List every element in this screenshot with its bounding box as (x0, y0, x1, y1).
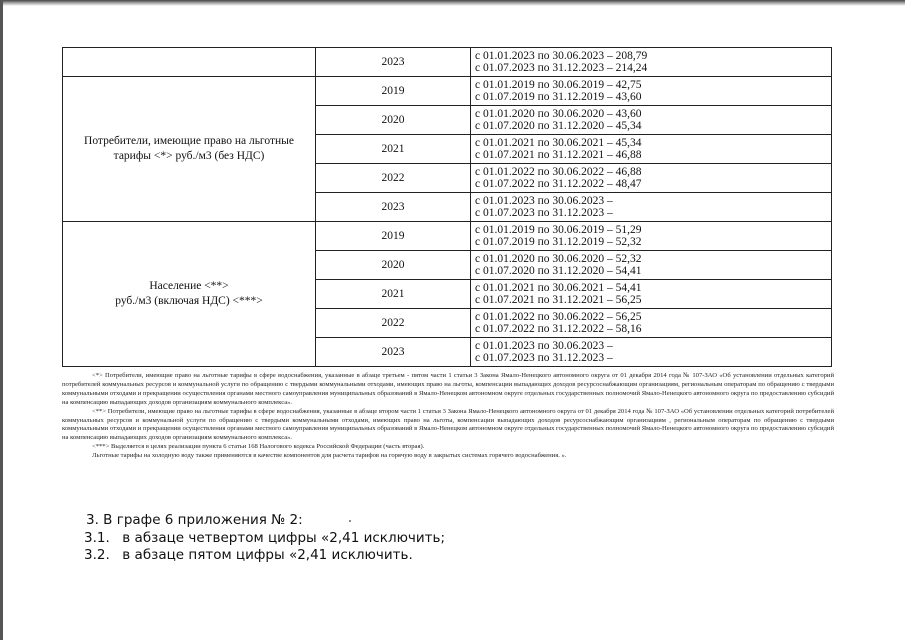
year-cell: 2023 (316, 48, 471, 77)
consumer-cell-continued (63, 48, 316, 77)
footnote-1: <*> Потребители, имеющие право на льготные тарифы в сфере водоснабжения, указанные в абзаце третьем - пятом части 1 статьи 3 Закона Ямало-Ненецкого автономного округа от 01 декабря 2014 года № 107-ЗАО «Об установлении отдельных категорий потребителей коммунальных ресурсов и коммунальной услуги по обращению с твердыми коммунальными отходами, имеющих право на льготы, компенсации выпадающих доходов ресурсоснабжающим организациям, региональным операторам по обращению с твердыми коммунальными отходами и прекращении осуществления органами местного самоуправления муниципальных образований в Ямало-Ненецком автономном округе отдельных государственных полномочий Ямало-Ненецкого автономного округа по предоставлению субсидий на компенсацию выпадающих доходов организациям коммунального комплекса». (62, 372, 834, 406)
table-row (63, 222, 832, 251)
amendment-item-3-2 (84, 547, 413, 563)
price-line: с 01.07.2023 по 31.12.2023 – (475, 207, 613, 219)
price-cell (471, 222, 832, 251)
price-line: с 01.01.2023 по 30.06.2023 – 208,79 (475, 49, 648, 62)
price-line: с 01.07.2022 по 31.12.2022 – 48,47 (475, 178, 642, 190)
scan-left-edge (0, 0, 3, 640)
price-line: с 01.07.2019 по 31.12.2019 – 43,60 (475, 91, 642, 103)
consumer-group-population (63, 222, 316, 367)
price-line: с 01.01.2023 по 30.06.2023 – (475, 194, 613, 207)
amendment-text: в абзаце пятом цифры «2,41 исключить. (122, 547, 413, 563)
year-cell: 2021 (316, 280, 471, 309)
year-cell: 2020 (316, 106, 471, 135)
footnote-2: <**> Потребители, имеющие право на льготные тарифы в сфере водоснабжения, указанные в абзаце втором части 1 статьи 3 Закона Ямало-Ненецкого автономного округа от 01 декабря 2014 года № 107-ЗАО «Об установлении отдельных категорий потребителей коммунальных ресурсов и коммунальной услуги по обращению с твердыми коммунальными отходами, имеющих право на льготы, компенсации выпадающих доходов ресурсоснабжающим организациям , региональным операторам по обращению с твердыми коммунальными отходами и прекращении осуществления органами местного самоуправления муниципальных образований в Ямало-Ненецком автономном округе отдельных государственных полномочий Ямало-Ненецкого автономного округа по предоставлению субсидий на компенсацию выпадающих доходов организациям коммунального комплекса». (62, 407, 834, 442)
price-line: с 01.01.2022 по 30.06.2022 – 46,88 (475, 165, 642, 178)
consumer-label-line: руб./м3 (включая НДС) <***> (115, 295, 263, 307)
price-cell (471, 309, 832, 338)
amendment-item-3: 3. В графе 6 приложения № 2: (86, 512, 303, 528)
year-cell: 2021 (316, 135, 471, 164)
price-line: с 01.01.2020 по 30.06.2020 – 43,60 (475, 107, 642, 120)
price-line: с 01.07.2022 по 31.12.2022 – 58,16 (475, 323, 642, 335)
price-line: с 01.07.2021 по 31.12.2021 – 56,25 (475, 294, 642, 306)
price-line: с 01.01.2023 по 30.06.2023 – (475, 339, 613, 352)
consumer-label-line: Население <**> (149, 280, 229, 292)
scan-top-edge (0, 0, 905, 6)
year-cell: 2022 (316, 309, 471, 338)
price-cell (471, 280, 832, 309)
price-line: с 01.07.2020 по 31.12.2020 – 45,34 (475, 120, 642, 132)
price-cell (471, 106, 832, 135)
table-row (63, 77, 832, 106)
consumer-label-line: Потребители, имеющие право на льготные (84, 135, 294, 147)
amendment-item-3-1 (84, 530, 445, 546)
price-cell (471, 135, 832, 164)
price-cell (471, 193, 832, 222)
consumer-group-privileged (63, 77, 316, 222)
scan-speck (349, 520, 351, 522)
amendment-text: в абзаце четвертом цифры «2,41 исключить; (122, 530, 446, 546)
year-cell: 2019 (316, 77, 471, 106)
year-cell: 2023 (316, 338, 471, 367)
year-cell: 2023 (316, 193, 471, 222)
price-line: с 01.07.2021 по 31.12.2021 – 46,88 (475, 149, 642, 161)
price-line: с 01.01.2022 по 30.06.2022 – 56,25 (475, 310, 642, 323)
price-cell (471, 164, 832, 193)
price-line: с 01.01.2019 по 30.06.2019 – 42,75 (475, 78, 642, 91)
tariff-table (62, 47, 832, 367)
price-line: с 01.07.2019 по 31.12.2019 – 52,32 (475, 236, 642, 248)
price-line: с 01.01.2021 по 30.06.2021 – 45,34 (475, 136, 642, 149)
year-cell: 2019 (316, 222, 471, 251)
price-line: с 01.07.2023 по 31.12.2023 – (475, 352, 613, 364)
footnotes (62, 372, 834, 461)
price-line: с 01.07.2023 по 31.12.2023 – 214,24 (475, 62, 648, 74)
table-row (63, 48, 832, 77)
footnote-4: Льготные тарифы на холодную воду также применяются в качестве компонентов для расчета тарифов на горячую воду в закрытых системах горячего водоснабжения. ». (92, 452, 567, 460)
price-line: с 01.01.2019 по 30.06.2019 – 51,29 (475, 223, 642, 236)
consumer-label-line: тарифы <*> руб./м3 (без НДС) (113, 150, 265, 162)
price-cell (471, 251, 832, 280)
price-line: с 01.01.2021 по 30.06.2021 – 54,41 (475, 281, 642, 294)
amendment-number: 3.2. (84, 547, 110, 563)
price-cell (471, 77, 832, 106)
year-cell: 2020 (316, 251, 471, 280)
price-line: с 01.01.2020 по 30.06.2020 – 52,32 (475, 252, 642, 265)
price-line: с 01.07.2020 по 31.12.2020 – 54,41 (475, 265, 642, 277)
year-cell: 2022 (316, 164, 471, 193)
amendment-number: 3.1. (84, 530, 110, 546)
price-cell (471, 338, 832, 367)
footnote-3: <***> Выделяется в целях реализации пункта 6 статьи 168 Налогового кодекса Российской Федерации (часть вторая). (92, 443, 425, 451)
price-cell (471, 48, 832, 77)
